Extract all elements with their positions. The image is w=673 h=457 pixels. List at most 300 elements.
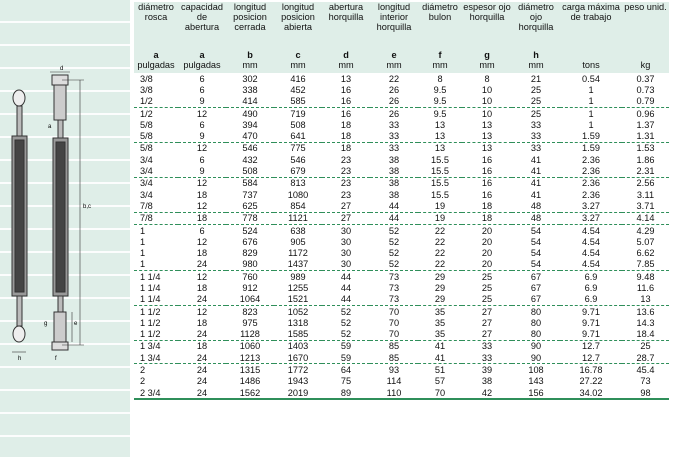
table-cell: 42 xyxy=(462,387,512,399)
table-row xyxy=(134,247,669,258)
table-cell: 70 xyxy=(370,329,418,341)
table-cell: 3/4 xyxy=(140,178,153,189)
table-cell: 73 xyxy=(370,294,418,306)
table-cell: 26 xyxy=(370,96,418,108)
table-cell: 1121 xyxy=(274,212,322,224)
table-cell: 1.59 xyxy=(582,143,600,154)
table-cell: 25 xyxy=(481,271,493,282)
table-cell: 52 xyxy=(340,306,352,317)
table-cell: 679 xyxy=(274,165,322,177)
table-cell: 470 xyxy=(226,130,274,142)
table-cell: 25 xyxy=(512,96,560,108)
table-cell: 12 xyxy=(196,236,208,247)
table-cell: 29 xyxy=(434,271,446,282)
column-letter: b xyxy=(247,50,253,60)
table-cell: 38 xyxy=(388,178,400,189)
table-cell: 18 xyxy=(462,212,512,224)
table-cell: 6 xyxy=(199,154,205,165)
table-cell: 51 xyxy=(434,365,446,376)
table-cell: 24 xyxy=(196,376,208,387)
table-cell: 3.71 xyxy=(622,200,669,212)
table-cell: 1 xyxy=(140,248,146,259)
table-cell: 27 xyxy=(481,306,493,317)
table-cell: 28.7 xyxy=(622,352,669,364)
table-row xyxy=(134,73,669,84)
table-cell: 2.31 xyxy=(622,165,669,177)
table-cell: 6.9 xyxy=(584,271,598,282)
table-cell: 1315 xyxy=(239,365,261,376)
table-row xyxy=(134,165,669,177)
table-cell: 3.27 xyxy=(560,200,622,212)
column-unit: mm xyxy=(242,60,258,70)
table-cell: 18 xyxy=(196,341,208,352)
table-cell: 18 xyxy=(340,143,352,154)
table-cell: 719 xyxy=(290,108,306,119)
table-row xyxy=(134,84,669,95)
table-cell: 0.54 xyxy=(582,73,600,84)
table-cell: 1 xyxy=(140,236,146,247)
table-cell: 48 xyxy=(512,200,560,212)
table-cell: 12.7 xyxy=(582,341,600,352)
table-cell: 12 xyxy=(196,143,208,154)
table-cell: 57 xyxy=(434,376,446,387)
table-cell: 524 xyxy=(242,225,258,236)
table-cell: 13 xyxy=(462,130,512,142)
table-cell: 98 xyxy=(622,387,669,399)
table-cell: 6.9 xyxy=(584,282,598,293)
table-cell: 2 xyxy=(140,365,146,376)
table-cell: 12 xyxy=(178,200,226,212)
table-cell: 13 xyxy=(434,143,446,154)
table-cell: 41 xyxy=(418,352,462,364)
table-cell: 1.86 xyxy=(636,154,655,165)
table-cell: 0.79 xyxy=(622,96,669,108)
column-unit: mm xyxy=(432,60,448,70)
table-cell: 823 xyxy=(242,306,258,317)
table-cell: 27 xyxy=(462,329,512,341)
table-cell: 80 xyxy=(530,317,542,328)
table-cell: 12.7 xyxy=(560,352,622,364)
table-cell: 29 xyxy=(418,294,462,306)
table-cell: 41 xyxy=(434,341,446,352)
table-cell: 19 xyxy=(418,212,462,224)
table-cell: 73 xyxy=(640,376,651,387)
table-cell: 90 xyxy=(530,341,542,352)
table-cell: 33 xyxy=(512,130,560,142)
table-cell: 778 xyxy=(226,212,274,224)
table-cell: 25 xyxy=(530,84,542,95)
table-cell: 3/8 xyxy=(140,73,153,84)
table-cell: 1585 xyxy=(274,329,322,341)
table-cell: 30 xyxy=(340,248,352,259)
table-cell: 4.54 xyxy=(582,225,600,236)
column-letter: c xyxy=(295,50,301,60)
table-cell: 27 xyxy=(322,212,370,224)
table-cell: 1 xyxy=(588,108,594,119)
table-cell: 9.5 xyxy=(418,96,462,108)
table-row xyxy=(134,177,669,189)
table-cell: 90 xyxy=(512,352,560,364)
table-cell: 3/4 xyxy=(140,189,153,200)
column-header: longitud posicion cerrada xyxy=(226,2,274,47)
table-row xyxy=(134,236,669,247)
table-cell: 38 xyxy=(388,189,400,200)
table-cell: 9.48 xyxy=(636,271,655,282)
table-cell: 24 xyxy=(178,294,226,306)
table-cell: 25 xyxy=(462,294,512,306)
table-cell: 39 xyxy=(481,365,493,376)
table-cell: 23 xyxy=(340,189,352,200)
table-cell: 44 xyxy=(340,282,352,293)
table-cell: 508 xyxy=(290,119,306,130)
table-cell: 1052 xyxy=(287,306,309,317)
table-cell: 33 xyxy=(388,119,400,130)
table-cell: 41 xyxy=(530,189,542,200)
table-row xyxy=(134,212,669,224)
unit-header xyxy=(274,47,322,73)
table-cell: 9.71 xyxy=(582,317,600,328)
table-cell: 1318 xyxy=(287,317,309,328)
table-cell: 6.9 xyxy=(560,294,622,306)
table-cell: 67 xyxy=(512,294,560,306)
table-row xyxy=(134,376,669,387)
table-cell: 625 xyxy=(226,200,274,212)
table-cell: 0.37 xyxy=(636,73,655,84)
table-cell: 44 xyxy=(322,294,370,306)
table-cell: 19 xyxy=(418,200,462,212)
table-cell: 3.11 xyxy=(636,189,655,200)
unit-header xyxy=(370,47,418,73)
table-cell: 2.36 xyxy=(582,178,600,189)
table-cell: 41 xyxy=(512,165,560,177)
table-cell: 302 xyxy=(242,73,258,84)
unit-header xyxy=(134,47,178,73)
table-cell: 44 xyxy=(370,212,418,224)
table-cell: 13 xyxy=(418,130,462,142)
table-cell: 25 xyxy=(481,282,493,293)
column-header: espesor ojo horquilla xyxy=(462,2,512,47)
column-header: diámetro ojo horquilla xyxy=(512,2,560,47)
table-cell: 52 xyxy=(322,329,370,341)
column-unit: mm xyxy=(479,60,495,70)
table-row xyxy=(134,130,669,142)
table-cell: 980 xyxy=(226,259,274,271)
table-cell: 5/8 xyxy=(140,119,153,130)
table-cell: 15.5 xyxy=(431,178,449,189)
units-row xyxy=(134,47,669,73)
table-cell: 5.07 xyxy=(636,236,655,247)
table-cell: 1 1/2 xyxy=(134,329,178,341)
table-cell: 641 xyxy=(274,130,322,142)
column-letter: a xyxy=(199,50,205,60)
table-cell: 1064 xyxy=(226,294,274,306)
table-cell: 23 xyxy=(340,178,352,189)
table-cell: 912 xyxy=(242,282,258,293)
table-cell: 38 xyxy=(370,165,418,177)
column-header: carga máxima de trabajo xyxy=(560,2,622,47)
table-cell: 1 3/4 xyxy=(134,352,178,364)
label-e: e xyxy=(74,321,78,327)
table-cell: 18 xyxy=(196,317,208,328)
table-cell: 13.6 xyxy=(636,306,655,317)
table-cell: 3/4 xyxy=(134,165,178,177)
column-unit: mm xyxy=(386,60,402,70)
table-cell: 143 xyxy=(528,376,544,387)
table-cell: 35 xyxy=(418,329,462,341)
table-row xyxy=(134,317,669,328)
table-cell: 1486 xyxy=(239,376,261,387)
table-cell: 45.4 xyxy=(636,365,655,376)
table-cell: 775 xyxy=(290,143,306,154)
table-cell: 546 xyxy=(290,154,306,165)
table-cell: 67 xyxy=(530,271,542,282)
table-cell: 1772 xyxy=(287,365,309,376)
table-row xyxy=(134,259,669,271)
table-cell: 26 xyxy=(388,108,400,119)
column-unit: tons xyxy=(582,60,600,70)
label-d: d xyxy=(60,66,64,72)
table-cell: 16.78 xyxy=(579,365,603,376)
table-cell: 73 xyxy=(388,282,400,293)
table-cell: 20 xyxy=(481,248,493,259)
table-cell: 1 xyxy=(140,225,146,236)
table-cell: 41 xyxy=(530,154,542,165)
column-unit: mm xyxy=(338,60,354,70)
table-cell: 7/8 xyxy=(134,200,178,212)
table-cell: 54 xyxy=(530,225,542,236)
table-cell: 20 xyxy=(481,225,493,236)
table-cell: 18 xyxy=(196,248,208,259)
table-cell: 16 xyxy=(462,165,512,177)
table-cell: 4.14 xyxy=(622,212,669,224)
table-cell: 80 xyxy=(512,329,560,341)
table-cell: 1 1/2 xyxy=(140,317,161,328)
table-cell: 2.36 xyxy=(560,165,622,177)
table-cell: 15.5 xyxy=(431,189,449,200)
table-cell: 8 xyxy=(484,73,490,84)
table-cell: 33 xyxy=(530,119,542,130)
table-cell: 13 xyxy=(481,143,493,154)
table-cell: 16 xyxy=(340,84,352,95)
table-cell: 41 xyxy=(530,178,542,189)
table-cell: 44 xyxy=(340,271,352,282)
table-cell: 638 xyxy=(290,225,306,236)
table-cell: 2 3/4 xyxy=(134,387,178,399)
table-cell: 30 xyxy=(340,236,352,247)
table-cell: 6 xyxy=(199,225,205,236)
table-cell: 26 xyxy=(388,84,400,95)
table-cell: 905 xyxy=(290,236,306,247)
table-cell: 14.3 xyxy=(636,317,655,328)
table-cell: 12 xyxy=(196,306,208,317)
table-cell: 452 xyxy=(290,84,306,95)
table-cell: 11.6 xyxy=(636,282,655,293)
table-cell: 584 xyxy=(242,178,258,189)
table-cell: 8 xyxy=(437,73,443,84)
column-letter: g xyxy=(484,50,490,60)
table-cell: 24 xyxy=(178,387,226,399)
table-cell: 18.4 xyxy=(622,329,669,341)
turnbuckle-specs-table xyxy=(134,2,669,400)
table-cell: 1 xyxy=(588,119,594,130)
table-cell: 9.5 xyxy=(433,84,447,95)
table-cell: 9 xyxy=(178,96,226,108)
table-row xyxy=(134,271,669,283)
table-cell: 25 xyxy=(530,108,542,119)
table-cell: 3.27 xyxy=(560,212,622,224)
table-cell: 2019 xyxy=(274,387,322,399)
table-cell: 1/2 xyxy=(140,108,153,119)
table-row xyxy=(134,189,669,200)
turnbuckle-diagram-panel xyxy=(0,0,130,457)
specs-table-container xyxy=(134,2,669,400)
column-unit: pulgadas xyxy=(183,60,221,70)
table-cell: 2.36 xyxy=(582,189,600,200)
column-header: longitud interior horquilla xyxy=(370,2,418,47)
table-cell: 70 xyxy=(418,387,462,399)
table-cell: 16 xyxy=(481,178,493,189)
table-cell: 38 xyxy=(481,376,493,387)
table-cell: 27.22 xyxy=(579,376,603,387)
table-cell: 10 xyxy=(481,108,493,119)
table-cell: 416 xyxy=(290,73,306,84)
table-cell: 24 xyxy=(178,329,226,341)
table-cell: 27 xyxy=(481,317,493,328)
table-cell: 85 xyxy=(370,352,418,364)
table-cell: 24 xyxy=(178,352,226,364)
column-letter xyxy=(561,50,621,60)
label-f: f xyxy=(55,356,57,362)
table-cell: 854 xyxy=(274,200,322,212)
table-cell: 23 xyxy=(340,154,352,165)
table-cell: 0.96 xyxy=(636,108,655,119)
table-cell: 38 xyxy=(388,154,400,165)
unit-header xyxy=(512,47,560,73)
table-cell: 27 xyxy=(322,200,370,212)
table-cell: 18 xyxy=(462,200,512,212)
table-cell: 2 xyxy=(140,376,146,387)
column-unit: mm xyxy=(290,60,306,70)
table-cell: 29 xyxy=(434,282,446,293)
table-row xyxy=(134,96,669,108)
table-cell: 52 xyxy=(388,236,400,247)
table-cell: 1/2 xyxy=(134,96,178,108)
table-cell: 1.37 xyxy=(636,119,655,130)
table-cell: 490 xyxy=(242,108,258,119)
table-cell: 9.71 xyxy=(582,306,600,317)
table-cell: 0.73 xyxy=(636,84,655,95)
table-cell: 35 xyxy=(434,317,446,328)
label-a: a xyxy=(48,124,52,130)
table-cell: 70 xyxy=(388,306,400,317)
table-cell: 1521 xyxy=(274,294,322,306)
table-row xyxy=(134,200,669,212)
table-cell: 1128 xyxy=(226,329,274,341)
table-cell: 67 xyxy=(530,282,542,293)
label-h: h xyxy=(18,356,22,362)
column-letter: f xyxy=(438,50,442,60)
table-cell: 93 xyxy=(388,365,400,376)
column-header: longitud posicion abierta xyxy=(274,2,322,47)
column-header: diámetro bulon xyxy=(418,2,462,47)
table-cell: 25 xyxy=(640,341,651,352)
table-cell: 89 xyxy=(322,387,370,399)
table-row xyxy=(134,340,669,352)
table-cell: 54 xyxy=(530,236,542,247)
table-body xyxy=(134,73,669,399)
table-cell: 18 xyxy=(340,119,352,130)
table-cell: 989 xyxy=(290,271,306,282)
column-header: capacidad de abertura xyxy=(178,2,226,47)
table-cell: 54 xyxy=(512,259,560,271)
table-cell: 1255 xyxy=(287,282,309,293)
table-cell: 1437 xyxy=(274,259,322,271)
table-cell: 10 xyxy=(481,84,493,95)
table-cell: 1 1/4 xyxy=(140,282,161,293)
table-row xyxy=(134,142,669,154)
table-row xyxy=(134,224,669,236)
unit-header xyxy=(462,47,512,73)
unit-header xyxy=(322,47,370,73)
table-cell: 1.31 xyxy=(622,130,669,142)
column-header: peso unid. xyxy=(622,2,669,47)
table-row xyxy=(134,364,669,376)
table-cell: 13 xyxy=(434,119,446,130)
table-cell: 1 xyxy=(134,259,178,271)
table-cell: 52 xyxy=(370,259,418,271)
table-cell: 15.5 xyxy=(431,154,449,165)
table-cell: 35 xyxy=(434,306,446,317)
table-cell: 73 xyxy=(388,271,400,282)
table-cell: 1 xyxy=(560,96,622,108)
table-cell: 546 xyxy=(242,143,258,154)
table-cell: 23 xyxy=(322,165,370,177)
table-cell: 12 xyxy=(196,178,208,189)
table-cell: 156 xyxy=(512,387,560,399)
table-cell: 85 xyxy=(388,341,400,352)
table-cell: 1 1/2 xyxy=(140,306,161,317)
table-cell: 9 xyxy=(178,165,226,177)
table-cell: 114 xyxy=(386,376,402,387)
table-cell: 15.5 xyxy=(418,165,462,177)
table-cell: 20 xyxy=(481,236,493,247)
table-cell: 1060 xyxy=(239,341,261,352)
table-cell: 5/8 xyxy=(140,143,153,154)
table-cell: 22 xyxy=(434,248,446,259)
table-cell: 13 xyxy=(622,294,669,306)
table-cell: 18 xyxy=(178,212,226,224)
table-cell: 33 xyxy=(481,341,493,352)
table-row xyxy=(134,352,669,364)
table-row xyxy=(134,294,669,306)
table-cell: 414 xyxy=(226,96,274,108)
table-cell: 7/8 xyxy=(134,212,178,224)
column-header: diámetro rosca xyxy=(134,2,178,47)
table-cell: 1943 xyxy=(287,376,309,387)
table-cell: 33 xyxy=(388,143,400,154)
table-cell: 676 xyxy=(242,236,258,247)
table-cell: 1403 xyxy=(287,341,309,352)
table-row xyxy=(134,305,669,317)
table-cell: 9.71 xyxy=(560,329,622,341)
table-cell: 813 xyxy=(290,178,306,189)
column-header: abertura horquilla xyxy=(322,2,370,47)
table-cell: 33 xyxy=(530,143,542,154)
table-row xyxy=(134,119,669,130)
table-cell: 3/8 xyxy=(140,84,153,95)
table-cell: 1 3/4 xyxy=(140,341,161,352)
table-cell: 1080 xyxy=(287,189,309,200)
